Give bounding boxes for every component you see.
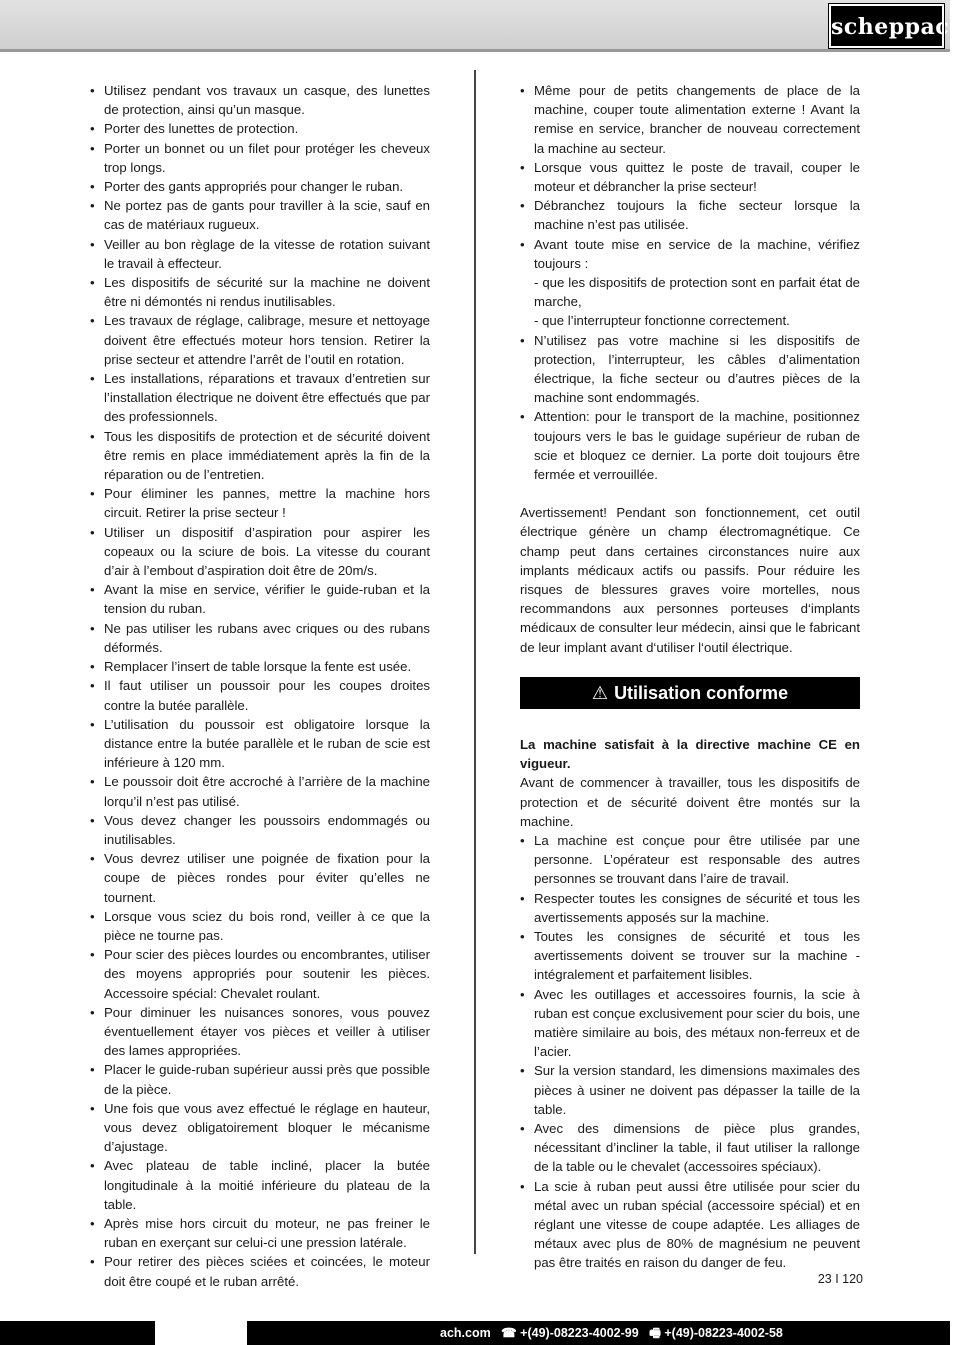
section-heading xyxy=(520,677,860,709)
list-item: • Le poussoir doit être accroché à l’arrière de la machine lorqu’il n’est pas utilisé. xyxy=(90,772,430,810)
safety-list xyxy=(90,81,430,1291)
header-bar xyxy=(0,0,966,52)
list-item: • La machine est conçue pour être utilisée par une personne. L’opérateur est responsable des autres personnes se trouvant dans l’aire de travail. xyxy=(520,831,860,889)
list-item: • Pour scier des pièces lourdes ou encombrantes, utiliser des moyens appropriés pour soutenir les pièces. Accessoire spécial: Chevalet roulant. xyxy=(90,945,430,1003)
list-item: • L’utilisation du poussoir est obligatoire lorsque la distance entre la butée parallèle et le ruban de scie est inférieure à 120 mm. xyxy=(90,715,430,773)
list-item: • Avec des dimensions de pièce plus grandes, nécessitant d’incliner la table, il faut utiliser la rallonge de la table ou le chevalet (accessoires spéciaux). xyxy=(520,1119,860,1177)
list-item: • Pour diminuer les nuisances sonores, vous pouvez éventuellement étayer vos pièces et veiller à utiliser des lames appropriées. xyxy=(90,1003,430,1061)
list-item: • La scie à ruban peut aussi être utilisée pour scier du métal avec un ruban spécial (accessoire spécial) et en réglant une vitesse de coupe adaptée. Les alliages de métaux avec plus de 80% de magnésium ne peuvent pas être traités en raison du danger de feu. xyxy=(520,1177,860,1273)
page-number: 23 I 120 xyxy=(817,1272,863,1286)
safety-list-continued xyxy=(520,81,860,484)
list-item: • Respecter toutes les consignes de sécurité et tous les avertissements apposés sur la machine. xyxy=(520,889,860,927)
list-item: • Lorsque vous quittez le poste de travail, couper le moteur et débrancher la prise secteur! xyxy=(520,158,860,196)
footer-gap xyxy=(155,1321,247,1345)
list-item: • Porter des lunettes de protection. xyxy=(90,119,430,138)
list-item: • Pour éliminer les pannes, mettre la machine hors circuit. Retirer la prise secteur ! xyxy=(90,484,430,522)
list-item: • Vous devrez utiliser une poignée de fixation pour la coupe de pièces rondes pour éviter qu’elles ne tournent. xyxy=(90,849,430,907)
list-item: • Porter des gants appropriés pour changer le ruban. xyxy=(90,177,430,196)
list-item: • Après mise hors circuit du moteur, ne pas freiner le ruban en exerçant sur celui-ci une pression latérale. xyxy=(90,1214,430,1252)
list-item: • Ne pas utiliser les rubans avec criques ou des rubans déformés. xyxy=(90,619,430,657)
list-item: • Avec plateau de table incliné, placer la butée longitudinale à la moitié inférieure du plateau de la table. xyxy=(90,1156,430,1214)
warning-paragraph: Avertissement! Pendant son fonctionnement, cet outil électrique génère un champ électromagnétique. Ce champ peut dans certaines circonstances nuire aux implants médicaux actifs ou passifs. Pour réduire les risques de blessures graves voire mortelles, nous recommandons aux personnes porteuses d‘implants médicaux de consulter leur médecin, ainsi que le fabricant de leur implant avant d‘utiliser l‘outil électrique. xyxy=(520,505,860,655)
intro-paragraph: Avant de commencer à travailler, tous les dispositifs de protection et de sécurité doivent être montés sur la machine. xyxy=(520,775,860,829)
directive-statement: La machine satisfait à la directive machine CE en vigueur. xyxy=(520,736,860,772)
list-item: • Placer le guide-ruban supérieur aussi près que possible de la pièce. xyxy=(90,1060,430,1098)
footer-contact: ach.com ☎ +(49)-08223-4002-99 🖷 +(49)-08223-4002-58 xyxy=(440,1326,783,1340)
warning-icon: ⚠ xyxy=(591,682,609,703)
left-column xyxy=(90,81,430,1291)
list-item: • Remplacer l’insert de table lorsque la fente est usée. xyxy=(90,657,430,676)
footer-bar xyxy=(0,1321,950,1345)
list-item: • Les dispositifs de sécurité sur la machine ne doivent être ni démontés ni rendus inutilisables. xyxy=(90,273,430,311)
scheppach-logo: scheppach xyxy=(829,4,944,48)
list-item: • Pour retirer des pièces sciées et coincées, le moteur doit être coupé et le ruban arrêté. xyxy=(90,1252,430,1290)
usage-list xyxy=(520,831,860,1273)
column-divider xyxy=(474,70,476,1254)
list-item: • Il faut utiliser un poussoir pour les coupes droites contre la butée parallèle. xyxy=(90,676,430,714)
list-item: • Utilisez pendant vos travaux un casque, des lunettes de protection, ainsi qu’un masque. xyxy=(90,81,430,119)
list-item: • Débranchez toujours la fiche secteur lorsque la machine n’est pas utilisée. xyxy=(520,196,860,234)
list-item: • Lorsque vous sciez du bois rond, veiller à ce que la pièce ne tourne pas. xyxy=(90,907,430,945)
list-item: • Avec les outillages et accessoires fournis, la scie à ruban est conçue exclusivement pour scier du bois, une matière similaire au bois, des métaux non-ferreux et de l’acier. xyxy=(520,985,860,1062)
list-item: • Toutes les consignes de sécurité et tous les avertissements doivent se trouver sur la machine - intégralement et parfaitement lisibles. xyxy=(520,927,860,985)
list-item: • Une fois que vous avez effectué le réglage en hauteur, vous devez obligatoirement bloquer le mécanisme d’ajustage. xyxy=(90,1099,430,1157)
list-item: • Utiliser un dispositif d’aspiration pour aspirer les copeaux ou la sciure de bois. La vitesse du courant d’air à l’embout d’aspiration doit être de 20m/s. xyxy=(90,523,430,581)
list-item: • Sur la version standard, les dimensions maximales des pièces à usiner ne doivent pas dépasser la taille de la table. xyxy=(520,1061,860,1119)
list-item: • Les installations, réparations et travaux d’entretien sur l’installation électrique ne doivent être effectués que par des professionnels. xyxy=(90,369,430,427)
section-title: Utilisation conforme xyxy=(614,682,789,703)
list-item: • Porter un bonnet ou un filet pour protéger les cheveux trop longs. xyxy=(90,139,430,177)
check-line: - que les dispositifs de protection sont en parfait état de marche, xyxy=(534,275,860,310)
right-column xyxy=(520,81,860,1273)
list-item: • Vous devez changer les poussoirs endommagés ou inutilisables. xyxy=(90,811,430,849)
list-item-with-checks xyxy=(520,235,860,331)
list-item: • Ne portez pas de gants pour traviller à la scie, sauf en cas de matériaux rugueux. xyxy=(90,196,430,234)
check-line: - que l’interrupteur fonctionne correctement. xyxy=(534,313,790,329)
list-item-text: • Avant toute mise en service de la machine, vérifiez toujours : xyxy=(534,236,860,271)
list-item: • Tous les dispositifs de protection et de sécurité doivent être remis en place immédiatement après la fin de la réparation ou de l’entretien. xyxy=(90,427,430,485)
list-item: • Avant la mise en service, vérifier le guide-ruban et la tension du ruban. xyxy=(90,580,430,618)
list-item: • N’utilisez pas votre machine si les dispositifs de protection, l’interrupteur, les câbles d’alimentation électrique, la fiche secteur ou d’autres pièces de la machine sont endommagés. xyxy=(520,331,860,408)
list-item: • Attention: pour le transport de la machine, positionnez toujours vers le bas le guidage supérieur de ruban de scie et bloquez ce dernier. La porte doit toujours être fermée et verrouillée. xyxy=(520,407,860,484)
list-item: • Même pour de petits changements de place de la machine, couper toute alimentation externe ! Avant la remise en service, brancher de nouveau correctement la machine au secteur. xyxy=(520,81,860,158)
list-item: • Veiller au bon règlage de la vitesse de rotation suivant le travail à effecteur. xyxy=(90,235,430,273)
list-item: • Les travaux de réglage, calibrage, mesure et nettoyage doivent être effectués moteur hors tension. Retirer la prise secteur et attendre l’arrêt de l’outil en rotation. xyxy=(90,311,430,369)
